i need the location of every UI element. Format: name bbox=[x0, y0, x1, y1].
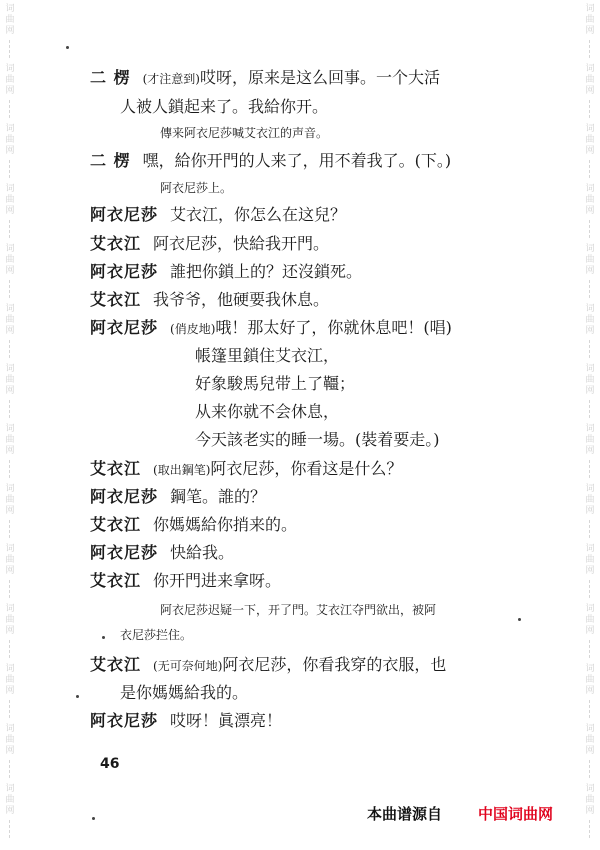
line-text: 是你媽媽給我的。 bbox=[120, 683, 249, 702]
watermark-text: 词 曲 网 bbox=[585, 364, 595, 396]
dialogue-line bbox=[90, 68, 440, 89]
stage-direction-text: 傳来阿衣尼莎喊艾衣江的声音。 bbox=[160, 126, 329, 140]
watermark-dash bbox=[9, 340, 11, 358]
source-credit-text: 本曲谱源自 bbox=[367, 805, 443, 823]
stage-direction-inline: (才注意到) bbox=[142, 72, 200, 86]
watermark-text: 词 曲 网 bbox=[585, 124, 595, 156]
speaker-name: 阿衣尼莎 bbox=[90, 262, 159, 281]
stage-direction-text: 阿衣尼莎迟疑一下，开了門。艾衣江夺門欲出，被阿 bbox=[160, 603, 437, 617]
speaker-name: 艾衣江 bbox=[90, 655, 142, 674]
song-lyric-line bbox=[195, 402, 339, 422]
watermark-dash bbox=[589, 460, 591, 478]
watermark-dash bbox=[9, 700, 11, 718]
stage-direction bbox=[160, 601, 436, 619]
watermark-dash bbox=[9, 760, 11, 778]
watermark-text: 词 曲 网 bbox=[5, 724, 15, 756]
watermark-text: 词 曲 网 bbox=[585, 4, 595, 36]
dialogue-line bbox=[90, 711, 282, 731]
line-text: 我爷爷，他硬要我休息。 bbox=[153, 290, 330, 309]
watermark-text: 词 曲 网 bbox=[585, 544, 595, 576]
watermark-dash bbox=[589, 760, 591, 778]
speaker-name: 艾衣江 bbox=[90, 290, 142, 309]
watermark-text: 词 曲 网 bbox=[5, 604, 15, 636]
dialogue-line bbox=[90, 571, 281, 591]
watermark-dash bbox=[589, 820, 591, 838]
watermark-dash bbox=[9, 520, 11, 538]
watermark-text: 词 曲 网 bbox=[5, 784, 15, 816]
scan-speck bbox=[518, 618, 521, 621]
line-text: 哎呀，原来是这么回事。一个大活 bbox=[199, 68, 440, 87]
watermark-text: 词 曲 网 bbox=[5, 64, 15, 96]
watermark-dash bbox=[589, 400, 591, 418]
song-lyric-line bbox=[195, 374, 355, 394]
watermark-text: 词 曲 网 bbox=[5, 124, 15, 156]
watermark-dash bbox=[9, 580, 11, 598]
speaker-name: 二 楞 bbox=[90, 151, 131, 170]
dialogue-line bbox=[90, 655, 446, 676]
scan-speck bbox=[102, 636, 105, 639]
line-text: 人被人鎖起来了。我給你开。 bbox=[120, 97, 329, 116]
watermark-dash bbox=[589, 100, 591, 118]
dialogue-line bbox=[90, 487, 266, 507]
watermark-dash bbox=[9, 820, 11, 838]
watermark-text: 词 曲 网 bbox=[585, 604, 595, 636]
speaker-name: 艾衣江 bbox=[90, 234, 142, 253]
watermark-text: 词 曲 网 bbox=[585, 424, 595, 456]
watermark-text: 词 曲 网 bbox=[5, 244, 15, 276]
speaker-name: 艾衣江 bbox=[90, 571, 142, 590]
right-watermark-column bbox=[584, 0, 596, 850]
watermark-dash bbox=[9, 400, 11, 418]
stage-direction bbox=[120, 626, 192, 644]
stage-direction-text: 阿衣尼莎上。 bbox=[160, 181, 233, 195]
watermark-text: 词 曲 网 bbox=[5, 484, 15, 516]
line-text: 誰把你鎖上的？还沒鎖死。 bbox=[170, 262, 363, 281]
watermark-text: 词 曲 网 bbox=[5, 364, 15, 396]
watermark-dash bbox=[589, 520, 591, 538]
scan-speck bbox=[66, 46, 69, 49]
speaker-name: 阿衣尼莎 bbox=[90, 711, 159, 730]
watermark-dash bbox=[589, 640, 591, 658]
line-text: 艾衣江，你怎么在这兒？ bbox=[170, 205, 347, 224]
watermark-text: 词 曲 网 bbox=[585, 304, 595, 336]
dialogue-line bbox=[120, 683, 248, 703]
dialogue-line bbox=[90, 543, 234, 563]
watermark-text: 词 曲 网 bbox=[585, 664, 595, 696]
stage-direction-inline: (无可奈何地) bbox=[153, 659, 223, 673]
line-text: 哎呀！眞漂亮！ bbox=[170, 711, 283, 730]
dialogue-line bbox=[90, 318, 452, 339]
watermark-text: 词 曲 网 bbox=[585, 724, 595, 756]
watermark-text: 词 曲 网 bbox=[5, 544, 15, 576]
watermark-text: 词 曲 网 bbox=[585, 484, 595, 516]
page-number: 46 bbox=[100, 756, 120, 772]
watermark-dash bbox=[589, 700, 591, 718]
line-text: 阿衣尼莎，你看我穿的衣服，也 bbox=[222, 655, 447, 674]
stage-direction-text: 衣尼莎拦住。 bbox=[120, 628, 193, 642]
line-text: 阿衣尼莎，快給我开門。 bbox=[153, 234, 330, 253]
watermark-text: 词 曲 网 bbox=[585, 244, 595, 276]
watermark-dash bbox=[9, 640, 11, 658]
watermark-dash bbox=[589, 160, 591, 178]
scan-speck bbox=[92, 817, 95, 820]
watermark-text: 词 曲 网 bbox=[5, 424, 15, 456]
watermark-text: 词 曲 网 bbox=[585, 64, 595, 96]
watermark-dash bbox=[9, 220, 11, 238]
watermark-text: 词 曲 网 bbox=[5, 664, 15, 696]
line-text: 阿衣尼莎，你看这是什么？ bbox=[210, 459, 403, 478]
dialogue-line bbox=[90, 290, 329, 310]
song-lyric-line bbox=[195, 346, 339, 366]
watermark-dash bbox=[589, 220, 591, 238]
song-lyric-line bbox=[195, 430, 440, 450]
watermark-text: 词 曲 网 bbox=[5, 184, 15, 216]
dialogue-line bbox=[120, 97, 328, 117]
watermark-dash bbox=[9, 280, 11, 298]
watermark-text: 词 曲 网 bbox=[585, 184, 595, 216]
watermark-dash bbox=[9, 160, 11, 178]
watermark-dash bbox=[9, 100, 11, 118]
stage-direction bbox=[160, 124, 328, 142]
line-text: 快給我。 bbox=[170, 543, 235, 562]
lyric-text: 今天該老实的睡一場。(裝着要走。) bbox=[195, 430, 440, 449]
watermark-dash bbox=[589, 280, 591, 298]
dialogue-line bbox=[90, 262, 362, 282]
watermark-text: 词 曲 网 bbox=[585, 784, 595, 816]
speaker-name: 艾衣江 bbox=[90, 459, 142, 478]
watermark-dash bbox=[9, 460, 11, 478]
speaker-name: 阿衣尼莎 bbox=[90, 205, 159, 224]
left-watermark-column bbox=[4, 0, 16, 850]
watermark-dash bbox=[9, 40, 11, 58]
speaker-name: 阿衣尼莎 bbox=[90, 487, 159, 506]
dialogue-line bbox=[90, 515, 297, 535]
speaker-name: 阿衣尼莎 bbox=[90, 318, 159, 337]
dialogue-line bbox=[90, 205, 346, 225]
dialogue-line bbox=[90, 459, 402, 480]
watermark-text: 词 曲 网 bbox=[5, 4, 15, 36]
line-text: 你开門进来拿呀。 bbox=[153, 571, 282, 590]
watermark-dash bbox=[589, 340, 591, 358]
stage-direction bbox=[160, 179, 232, 197]
line-text: 哦！那太好了，你就休息吧！(唱) bbox=[215, 318, 452, 337]
speaker-name: 阿衣尼莎 bbox=[90, 543, 159, 562]
stage-direction-inline: (俏皮地) bbox=[170, 322, 216, 336]
stage-direction-inline: (取出鋼笔) bbox=[153, 463, 211, 477]
watermark-dash bbox=[589, 40, 591, 58]
lyric-text: 从来你就不会休息， bbox=[195, 402, 340, 421]
dialogue-line bbox=[90, 151, 451, 171]
scan-speck bbox=[76, 695, 79, 698]
lyric-text: 好象駿馬兒带上了韁； bbox=[195, 374, 356, 393]
line-text: 鋼笔。誰的？ bbox=[170, 487, 267, 506]
watermark-text: 词 曲 网 bbox=[5, 304, 15, 336]
line-text: 嘿，給你开門的人来了，用不着我了。(下。) bbox=[142, 151, 452, 170]
watermark-dash bbox=[589, 580, 591, 598]
speaker-name: 二 楞 bbox=[90, 68, 131, 87]
line-text: 你媽媽給你捎来的。 bbox=[153, 515, 298, 534]
dialogue-line bbox=[90, 234, 329, 254]
lyric-text: 帳篷里鎖住艾衣江， bbox=[195, 346, 340, 365]
source-site-link[interactable]: 中国词曲网 bbox=[478, 805, 554, 823]
speaker-name: 艾衣江 bbox=[90, 515, 142, 534]
